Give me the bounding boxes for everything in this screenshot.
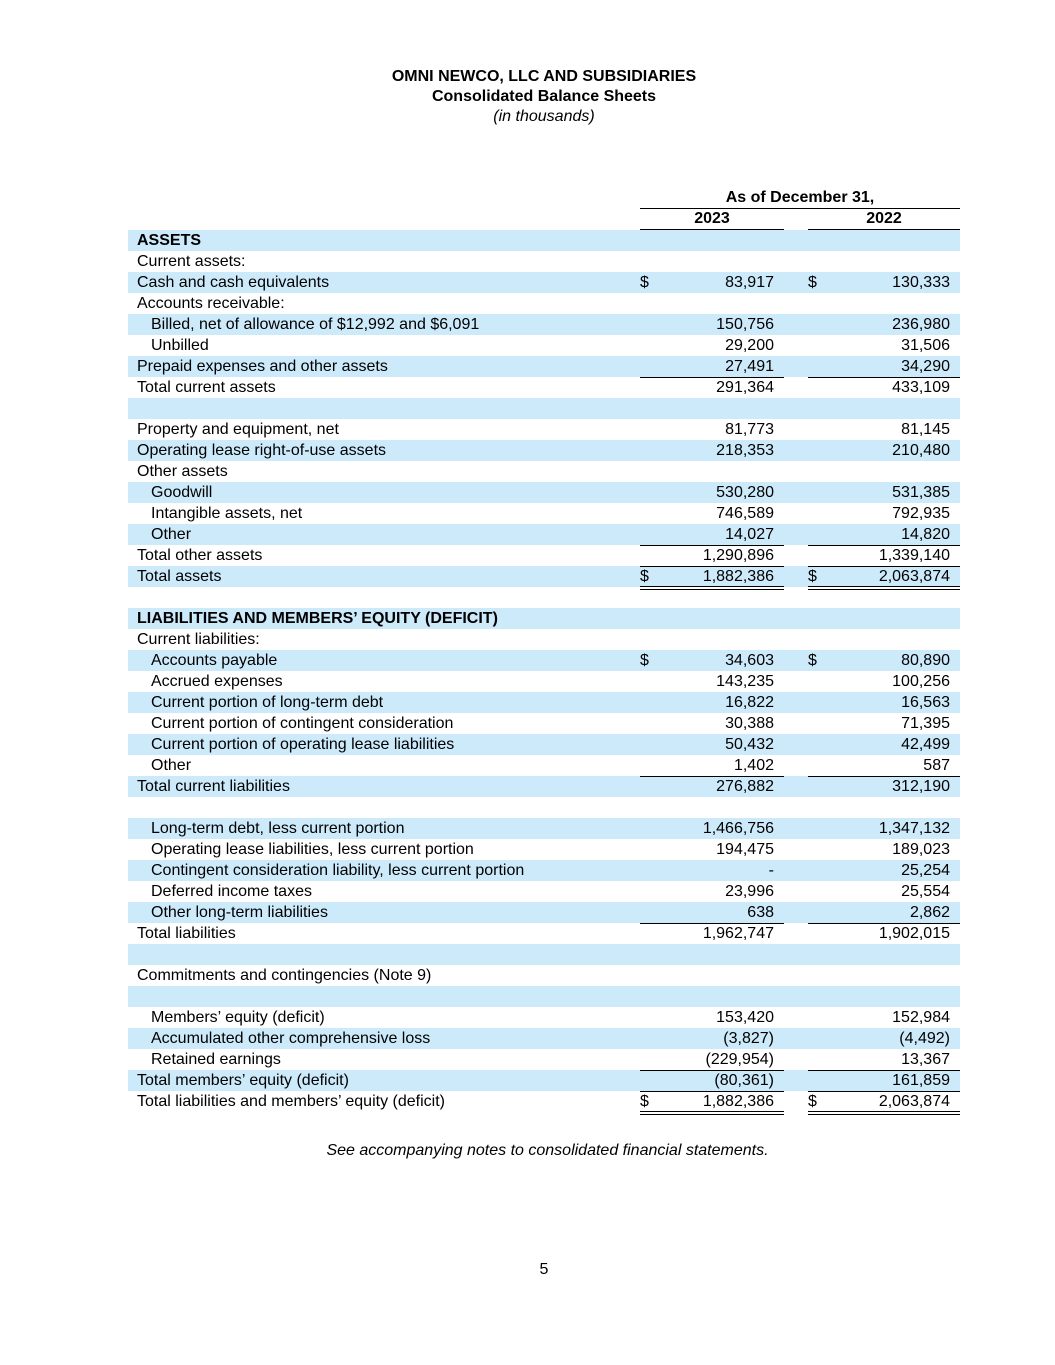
value-2022: 1,339,140 [878, 547, 950, 564]
currency-symbol-2023: $ [640, 652, 649, 669]
spacer-row [128, 587, 960, 608]
value-2023: 143,235 [716, 673, 774, 690]
value-2022: 312,190 [892, 778, 950, 795]
value-2022: 161,859 [892, 1072, 950, 1089]
row-label: Total other assets [137, 547, 263, 564]
table-row [128, 755, 960, 776]
table-row [128, 902, 960, 923]
row-label: Current portion of contingent consideration [151, 715, 454, 732]
row-label: Current portion of operating lease liabilities [151, 736, 455, 753]
row-label: Deferred income taxes [151, 883, 312, 900]
value-2023: 29,200 [725, 337, 774, 354]
value-2023: (3,827) [723, 1030, 774, 1047]
currency-symbol-2023: $ [640, 1093, 649, 1110]
value-2022: 152,984 [892, 1009, 950, 1026]
value-2022: 210,480 [892, 442, 950, 459]
value-2023: 746,589 [716, 505, 774, 522]
row-label: Long-term debt, less current portion [151, 820, 405, 837]
subtotal-rule [808, 776, 960, 777]
row-label: ASSETS [137, 232, 202, 249]
value-2022: 587 [923, 757, 950, 774]
double-underline-rule [640, 1111, 784, 1115]
value-2023: - [768, 862, 774, 879]
value-2022: 81,145 [901, 421, 950, 438]
table-row [128, 335, 960, 356]
table-row [128, 629, 960, 650]
value-2022: (4,492) [899, 1030, 950, 1047]
value-2023: 23,996 [725, 883, 774, 900]
table-row [128, 776, 960, 797]
value-2022: 80,890 [901, 652, 950, 669]
row-label: Property and equipment, net [137, 421, 339, 438]
value-2023: 291,364 [716, 379, 774, 396]
value-2022: 14,820 [901, 526, 950, 543]
row-label: Accounts payable [151, 652, 278, 669]
spacer-row [128, 944, 960, 965]
subtotal-rule [640, 923, 784, 924]
value-2022: 433,109 [892, 379, 950, 396]
table-row [128, 692, 960, 713]
table-row [128, 734, 960, 755]
value-2023: (80,361) [714, 1072, 774, 1089]
table-row [128, 671, 960, 692]
subtotal-rule [808, 1070, 960, 1071]
row-label: Contingent consideration liability, less current portion [151, 862, 525, 879]
value-2023: 638 [747, 904, 774, 921]
row-label: Other long-term liabilities [151, 904, 328, 921]
row-label: Billed, net of allowance of $12,992 and $6,091 [151, 316, 480, 333]
row-label: Total liabilities [137, 925, 236, 942]
row-label: Accrued expenses [151, 673, 283, 690]
subtotal-rule [808, 566, 960, 567]
value-2023: 14,027 [725, 526, 774, 543]
units-note: (in thousands) [493, 108, 595, 125]
row-label: Current assets: [137, 253, 246, 270]
value-2022: 71,395 [901, 715, 950, 732]
column-group-header: As of December 31, [640, 188, 960, 209]
table-row [128, 314, 960, 335]
value-2023: 1,290,896 [702, 547, 774, 564]
statement-title: Consolidated Balance Sheets [431, 88, 657, 105]
row-label: Current liabilities: [137, 631, 260, 648]
row-label: Commitments and contingencies (Note 9) [137, 967, 432, 984]
company-name: OMNI NEWCO, LLC AND SUBSIDIARIES [391, 68, 697, 85]
table-row [128, 377, 960, 398]
table-row [128, 923, 960, 944]
table-row [128, 545, 960, 566]
value-2022: 2,063,874 [878, 568, 950, 585]
table-row [128, 356, 960, 377]
value-2022: 100,256 [892, 673, 950, 690]
table-row [128, 713, 960, 734]
balance-sheet-table [128, 230, 960, 1112]
table-row [128, 503, 960, 524]
row-label: Total assets [137, 568, 222, 585]
value-2023: 1,466,756 [702, 820, 774, 837]
value-2023: 50,432 [725, 736, 774, 753]
spacer-row [128, 797, 960, 818]
table-row [128, 272, 960, 293]
value-2023: 1,402 [733, 757, 774, 774]
row-label: Goodwill [151, 484, 213, 501]
value-2023: 153,420 [716, 1009, 774, 1026]
table-row [128, 650, 960, 671]
currency-symbol-2022: $ [808, 568, 817, 585]
row-label: Other assets [137, 463, 228, 480]
row-label: LIABILITIES AND MEMBERS’ EQUITY (DEFICIT) [137, 610, 498, 627]
value-2022: 25,554 [901, 883, 950, 900]
currency-symbol-2022: $ [808, 1093, 817, 1110]
row-label: Retained earnings [151, 1051, 281, 1068]
value-2022: 2,063,874 [878, 1093, 950, 1110]
table-row [128, 230, 960, 251]
currency-symbol-2023: $ [640, 568, 649, 585]
value-2023: 218,353 [716, 442, 774, 459]
value-2022: 189,023 [892, 841, 950, 858]
table-row [128, 419, 960, 440]
double-underline-rule [808, 1111, 960, 1115]
currency-symbol-2023: $ [640, 274, 649, 291]
value-2023: 16,822 [725, 694, 774, 711]
row-label: Total current assets [137, 379, 276, 396]
value-2023: 150,756 [716, 316, 774, 333]
table-row [128, 566, 960, 587]
table-row [128, 839, 960, 860]
value-2023: 1,882,386 [702, 1093, 774, 1110]
page-number: 5 [539, 1261, 549, 1278]
value-2023: 27,491 [725, 358, 774, 375]
subtotal-rule [808, 1091, 960, 1092]
currency-symbol-2022: $ [808, 652, 817, 669]
value-2023: 83,917 [725, 274, 774, 291]
row-label: Prepaid expenses and other assets [137, 358, 388, 375]
table-row [128, 461, 960, 482]
table-row [128, 860, 960, 881]
value-2022: 31,506 [901, 337, 950, 354]
value-2023: 1,962,747 [702, 925, 774, 942]
table-row [128, 482, 960, 503]
table-row [128, 440, 960, 461]
value-2023: 34,603 [725, 652, 774, 669]
value-2022: 34,290 [901, 358, 950, 375]
value-2022: 25,254 [901, 862, 950, 879]
value-2022: 16,563 [901, 694, 950, 711]
value-2023: 1,882,386 [702, 568, 774, 585]
currency-symbol-2022: $ [808, 274, 817, 291]
table-row [128, 881, 960, 902]
spacer-row [128, 986, 960, 1007]
row-label: Current portion of long-term debt [151, 694, 384, 711]
row-label: Accounts receivable: [137, 295, 285, 312]
table-row [128, 1049, 960, 1070]
row-label: Members’ equity (deficit) [151, 1009, 325, 1026]
value-2022: 531,385 [892, 484, 950, 501]
table-row [128, 1028, 960, 1049]
row-label: Other [151, 757, 192, 774]
row-label: Operating lease liabilities, less current portion [151, 841, 474, 858]
value-2022: 792,935 [892, 505, 950, 522]
subtotal-rule [640, 377, 784, 378]
table-row [128, 818, 960, 839]
table-row [128, 1007, 960, 1028]
table-row [128, 251, 960, 272]
row-label: Total liabilities and members’ equity (deficit) [137, 1093, 445, 1110]
value-2023: 530,280 [716, 484, 774, 501]
value-2023: (229,954) [705, 1051, 774, 1068]
row-label: Total current liabilities [137, 778, 290, 795]
subtotal-rule [640, 776, 784, 777]
row-label: Total members’ equity (deficit) [137, 1072, 349, 1089]
value-2023: 276,882 [716, 778, 774, 795]
row-label: Unbilled [151, 337, 209, 354]
table-row [128, 1070, 960, 1091]
column-header-2022: 2022 [808, 209, 960, 230]
subtotal-rule [808, 923, 960, 924]
value-2022: 42,499 [901, 736, 950, 753]
value-2022: 236,980 [892, 316, 950, 333]
row-label: Accumulated other comprehensive loss [151, 1030, 431, 1047]
row-label: Other [151, 526, 192, 543]
subtotal-rule [808, 545, 960, 546]
table-row [128, 1091, 960, 1112]
table-row [128, 293, 960, 314]
table-row [128, 608, 960, 629]
row-label: Cash and cash equivalents [137, 274, 330, 291]
column-header-2023: 2023 [640, 209, 784, 230]
spacer-row [128, 398, 960, 419]
table-row [128, 524, 960, 545]
subtotal-rule [640, 566, 784, 567]
subtotal-rule [640, 1091, 784, 1092]
row-label: Operating lease right-of-use assets [137, 442, 387, 459]
subtotal-rule [640, 1070, 784, 1071]
value-2022: 13,367 [901, 1051, 950, 1068]
document-header [0, 67, 1055, 127]
value-2022: 1,347,132 [878, 820, 950, 837]
subtotal-rule [808, 377, 960, 378]
value-2023: 81,773 [725, 421, 774, 438]
footnote: See accompanying notes to consolidated financial statements. [326, 1142, 769, 1159]
value-2023: 30,388 [725, 715, 774, 732]
row-label: Intangible assets, net [151, 505, 303, 522]
value-2023: 194,475 [716, 841, 774, 858]
value-2022: 130,333 [892, 274, 950, 291]
value-2022: 1,902,015 [878, 925, 950, 942]
subtotal-rule [640, 545, 784, 546]
table-row [128, 965, 960, 986]
value-2022: 2,862 [909, 904, 950, 921]
